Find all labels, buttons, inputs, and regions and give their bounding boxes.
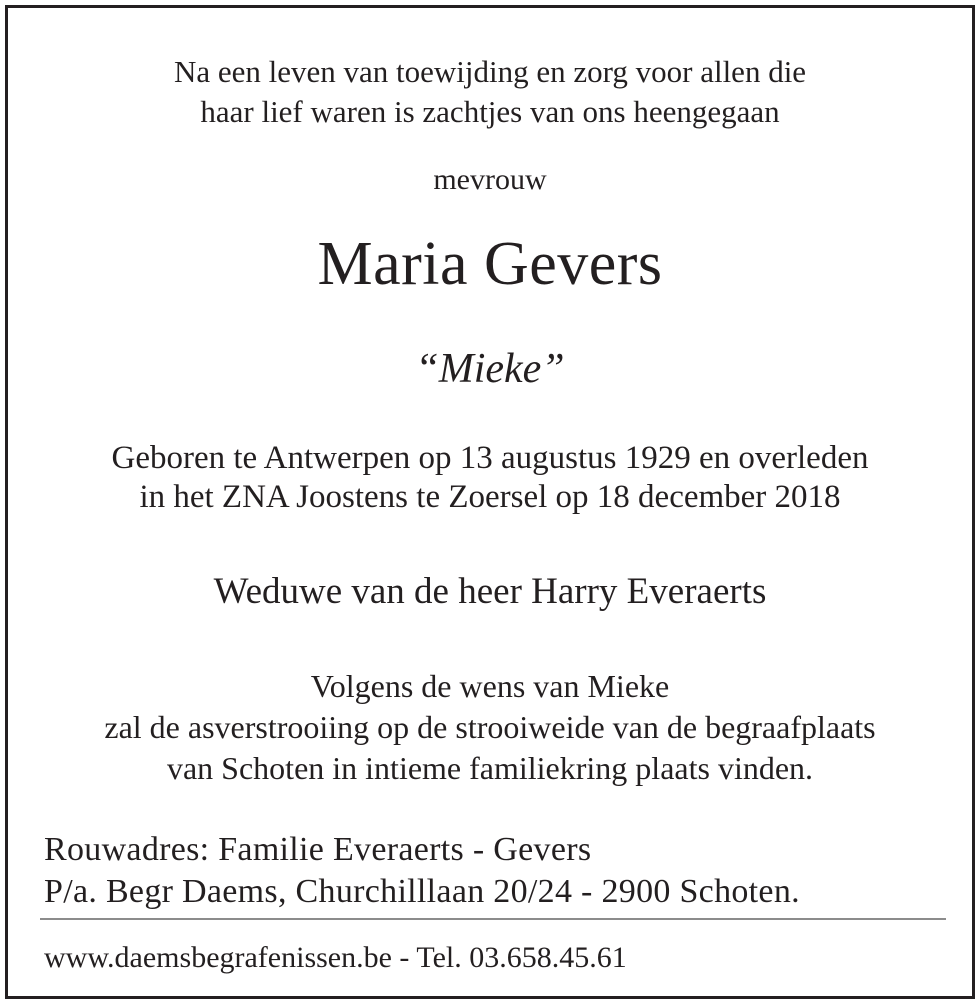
footer-contact: www.daemsbegrafenissen.be - Tel. 03.658.45.61 (44, 941, 627, 974)
intro-line-2: haar lief waren is zachtjes van ons heengegaan (200, 94, 780, 129)
birth-death-line-2: in het ZNA Joostens te Zoersel op 18 december 2018 (139, 479, 841, 515)
address-line-1: Rouwadres: Familie Everaerts - Gevers (44, 831, 592, 868)
salutation: mevrouw (433, 163, 547, 196)
intro-line-1: Na een leven van toewijding en zorg voor allen die (173, 54, 807, 89)
deceased-name: Maria Gevers (317, 230, 663, 298)
widow-line: Weduwe van de heer Harry Everaerts (213, 571, 767, 612)
wish-line-1: Volgens de wens van Mieke (310, 668, 670, 704)
nickname: “Mieke” (415, 346, 565, 392)
wish-line-2: zal de asverstrooiing op de strooiweide van de begraafplaats (104, 709, 876, 745)
footer-divider (40, 918, 946, 920)
address-line-2: P/a. Begr Daems, Churchilllaan 20/24 - 2900 Schoten. (44, 873, 800, 910)
birth-death-line-1: Geboren te Antwerpen op 13 augustus 1929 en overleden (111, 440, 869, 476)
wish-line-3: van Schoten in intieme familiekring plaats vinden. (166, 750, 814, 786)
